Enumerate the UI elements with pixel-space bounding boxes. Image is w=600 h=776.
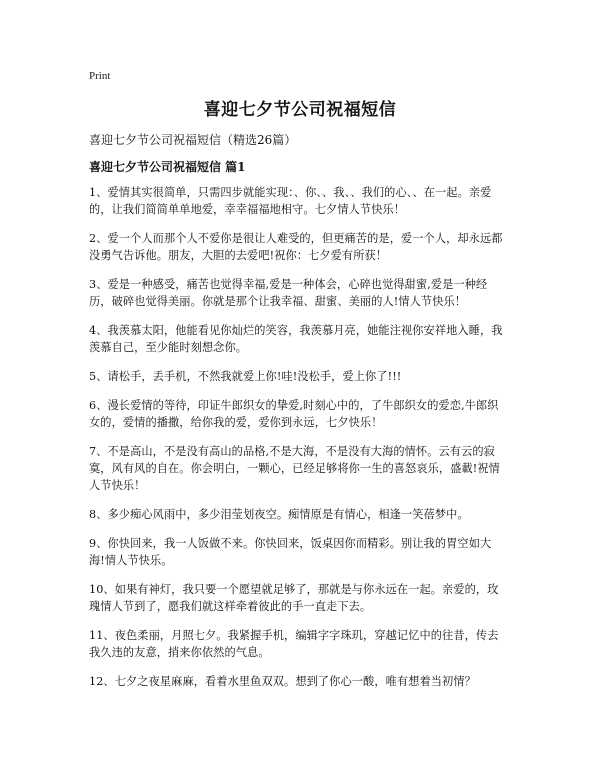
paragraph-9: 9、你快回来，我一人饭做不来。你快回来，饭桌因你而精彩。别让我的胃空如大海!情人节快乐。 [89, 537, 492, 567]
paragraph-7: 7、不是高山，不是没有高山的品格,不是大海，不是没有大海的情怀。云有云的寂寞，风有风的自在。你会明白，一颗心，已经足够将你一生的喜怒哀乐，盛載!祝情人节快乐！ [89, 445, 500, 492]
print-label: Print [89, 70, 111, 82]
page-title: 喜迎七夕节公司祝福短信 [203, 100, 397, 120]
paragraph-12: 12、七夕之夜星麻麻，看着水里鱼双双。想到了你心一酸，唯有想着当初情？ [89, 675, 476, 688]
paragraph-2: 2、爱一个人而那个人不爱你是很让人难受的，但更痛苦的是，爱一个人，却永远都没勇气告诉他。朋友，大胆的去爱吧!祝你：七夕爱有所获！ [89, 232, 503, 262]
paragraph-6: 6、漫长爱情的等待，印证牛郎织女的挚爱,时刻心中的，了牛郎织女的爱恋,牛郎织女的，爱情的播撒，给你我的爱，爱你到永远，七夕快乐！ [89, 399, 499, 429]
paragraph-11: 11、夜色柔丽，月照七夕。我紧握手机，编辑字字珠玑，穿越记忆中的往昔，传去我久违的友意，捎来你依然的气息。 [89, 629, 499, 659]
document-subtitle: 喜迎七夕节公司祝福短信（精选26篇） [89, 133, 297, 147]
section-heading: 喜迎七夕节公司祝福短信 篇1 [89, 160, 246, 174]
paragraph-4: 4、我羡慕太阳，他能看见你灿烂的笑容，我羡慕月亮，她能注视你安祥地入睡，我羡慕自己，至少能时刻想念你。 [89, 324, 503, 354]
paragraph-list [89, 184, 507, 702]
paragraph-3: 3、爱是一种感受，痛苦也觉得幸福,爱是一种体会，心碎也觉得甜蜜,爱是一种经历，破碎也觉得美丽。你就是那个让我幸福、甜蜜、美丽的人!情人节快乐！ [89, 278, 488, 308]
paragraph-5: 5、请松手，丢手机，不然我就爱上你!哇!没松手，爱上你了!!! [89, 370, 402, 383]
paragraph-8: 8、多少痴心风雨中，多少泪莹划夜空。痴情原是有情心，相逢一笑蓓梦中。 [89, 508, 469, 521]
paragraph-10: 10、如果有神灯，我只要一个愿望就足够了，那就是与你永远在一起。亲爱的，玫瑰情人节到了，愿我们就这样牵着彼此的手一直走下去。 [89, 583, 499, 613]
paragraph-1: 1、爱情其实很简单，只需四步就能实现：、你、、我、、我们的心、、在一起。亲爱的，让我们简简单单地爱，幸幸福福地相守。七夕情人节快乐！ [89, 186, 492, 216]
